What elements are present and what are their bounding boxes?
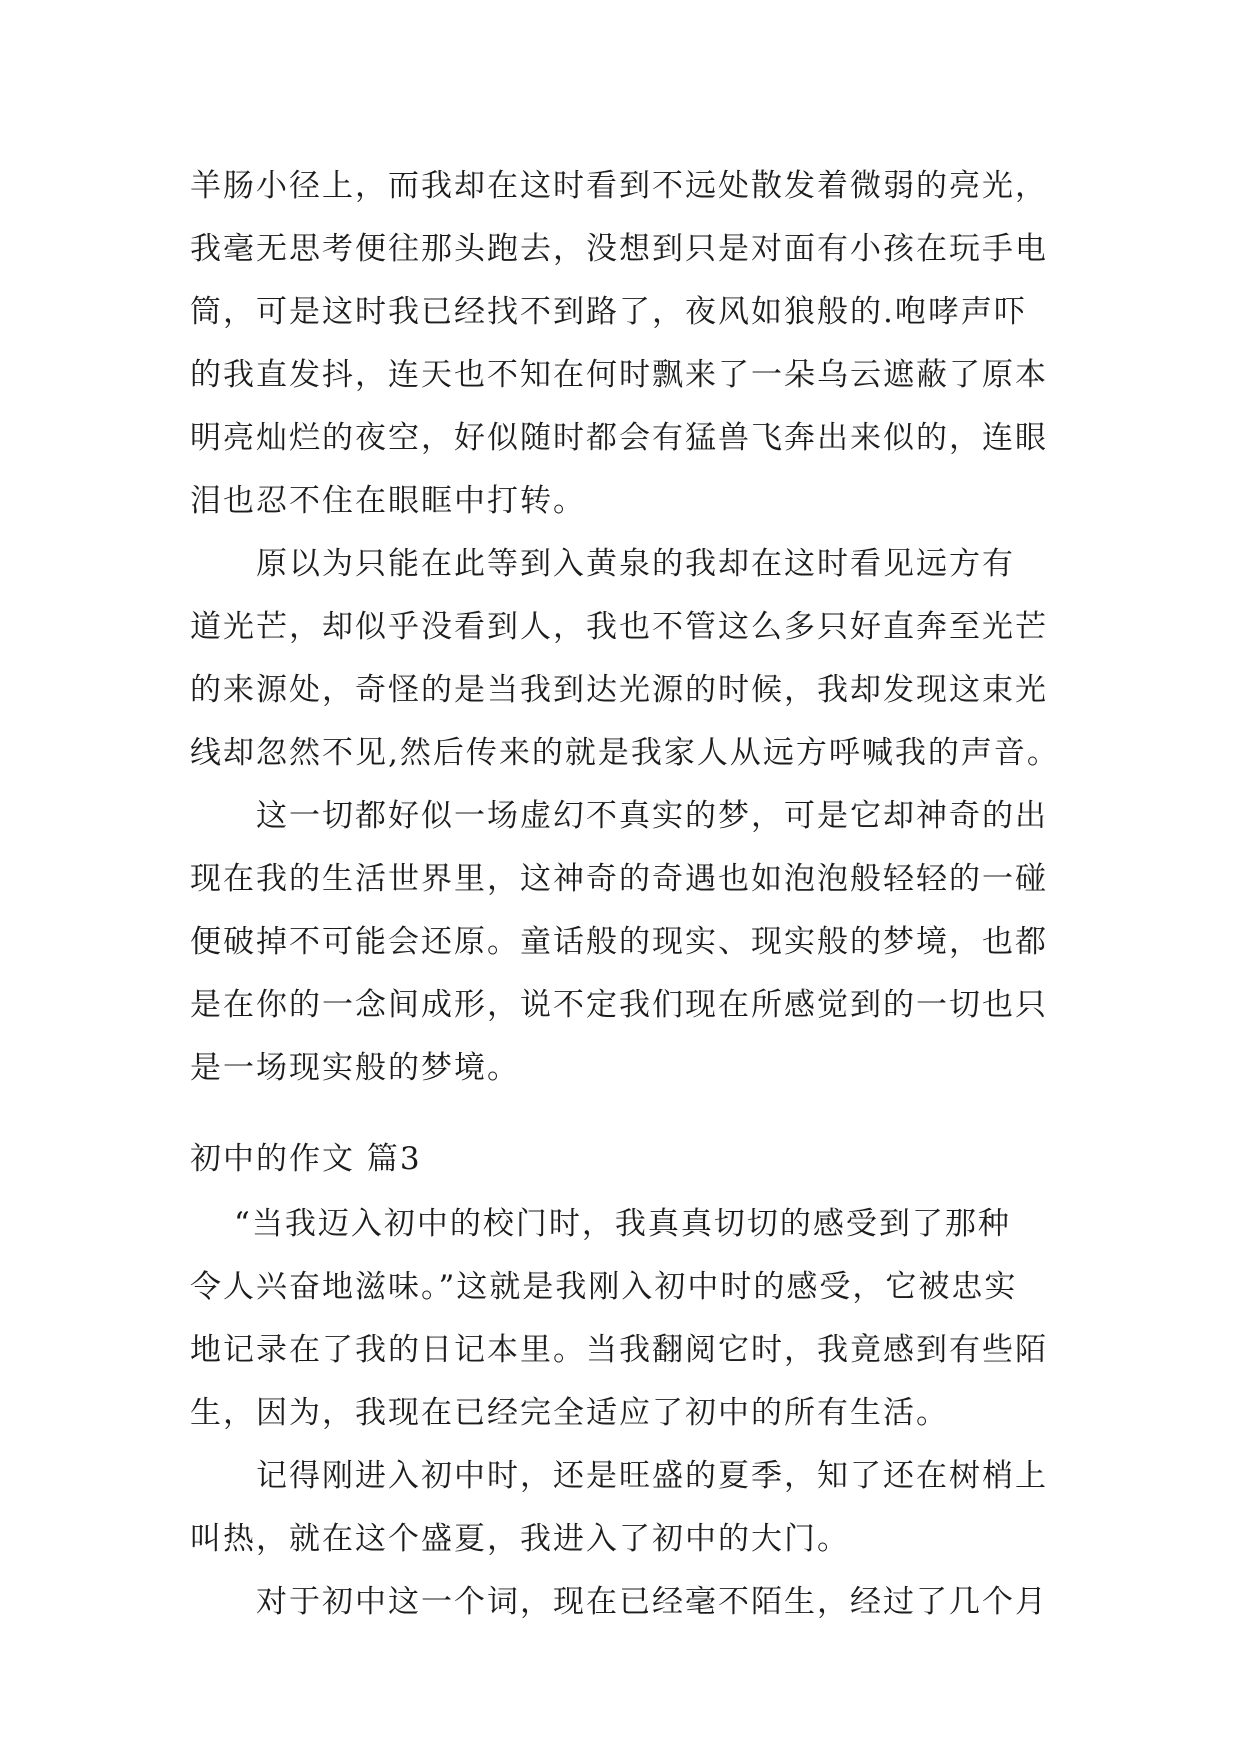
text-line: 是一场现实般的梦境。 bbox=[190, 1050, 520, 1086]
text-line: 线却忽然不见,然后传来的就是我家人从远方呼喊我的声音。 bbox=[190, 735, 1060, 771]
essay-section-1 bbox=[190, 155, 1060, 1100]
text-line: 筒，可是这时我已经找不到路了，夜风如狼般的.咆哮声吓 bbox=[190, 294, 1027, 330]
paragraph-start-line: 记得刚进入初中时，还是旺盛的夏季，知了还在树梢上 bbox=[256, 1458, 1048, 1494]
text-line: 我毫无思考便往那头跑去，没想到只是对面有小孩在玩手电 bbox=[190, 231, 1048, 267]
paragraph-start-line: 这一切都好似一场虚幻不真实的梦，可是它却神奇的出 bbox=[256, 798, 1048, 834]
text-line: 生，因为，我现在已经完全适应了初中的所有生活。 bbox=[190, 1395, 949, 1431]
text-line: 地记录在了我的日记本里。当我翻阅它时，我竟感到有些陌 bbox=[190, 1332, 1048, 1368]
essay-section-2 bbox=[190, 1193, 1050, 1634]
text-line: 的来源处，奇怪的是当我到达光源的时候，我却发现这束光 bbox=[190, 672, 1048, 708]
text-line: 羊肠小径上，而我却在这时看到不远处散发着微弱的亮光， bbox=[190, 168, 1048, 204]
text-line: 明亮灿烂的夜空，好似随时都会有猛兽飞奔出来似的，连眼 bbox=[190, 420, 1048, 456]
text-line: 令人兴奋地滋味。”这就是我刚入初中时的感受，它被忠实 bbox=[190, 1269, 1018, 1305]
text-line: 便破掉不可能会还原。童话般的现实、现实般的梦境，也都 bbox=[190, 924, 1048, 960]
text-line: 叫热，就在这个盛夏，我进入了初中的大门。 bbox=[190, 1521, 850, 1557]
text-line: 的我直发抖，连天也不知在何时飘来了一朵乌云遮蔽了原本 bbox=[190, 357, 1048, 393]
section-heading: 初中的作文 篇3 bbox=[190, 1141, 422, 1177]
text-line: 是在你的一念间成形，说不定我们现在所感觉到的一切也只 bbox=[190, 987, 1048, 1023]
text-line: 泪也忍不住在眼眶中打转。 bbox=[190, 483, 586, 519]
paragraph-start-line: 原以为只能在此等到入黄泉的我却在这时看见远方有 bbox=[256, 546, 1015, 582]
text-line: 现在我的生活世界里，这神奇的奇遇也如泡泡般轻轻的一碰 bbox=[190, 861, 1048, 897]
paragraph-start-line: 对于初中这一个词，现在已经毫不陌生，经过了几个月 bbox=[256, 1584, 1048, 1620]
paragraph-start-line: “当我迈入初中的校门时，我真真切切的感受到了那种 bbox=[234, 1206, 1011, 1242]
text-line: 道光芒，却似乎没看到人，我也不管这么多只好直奔至光芒 bbox=[190, 609, 1048, 645]
